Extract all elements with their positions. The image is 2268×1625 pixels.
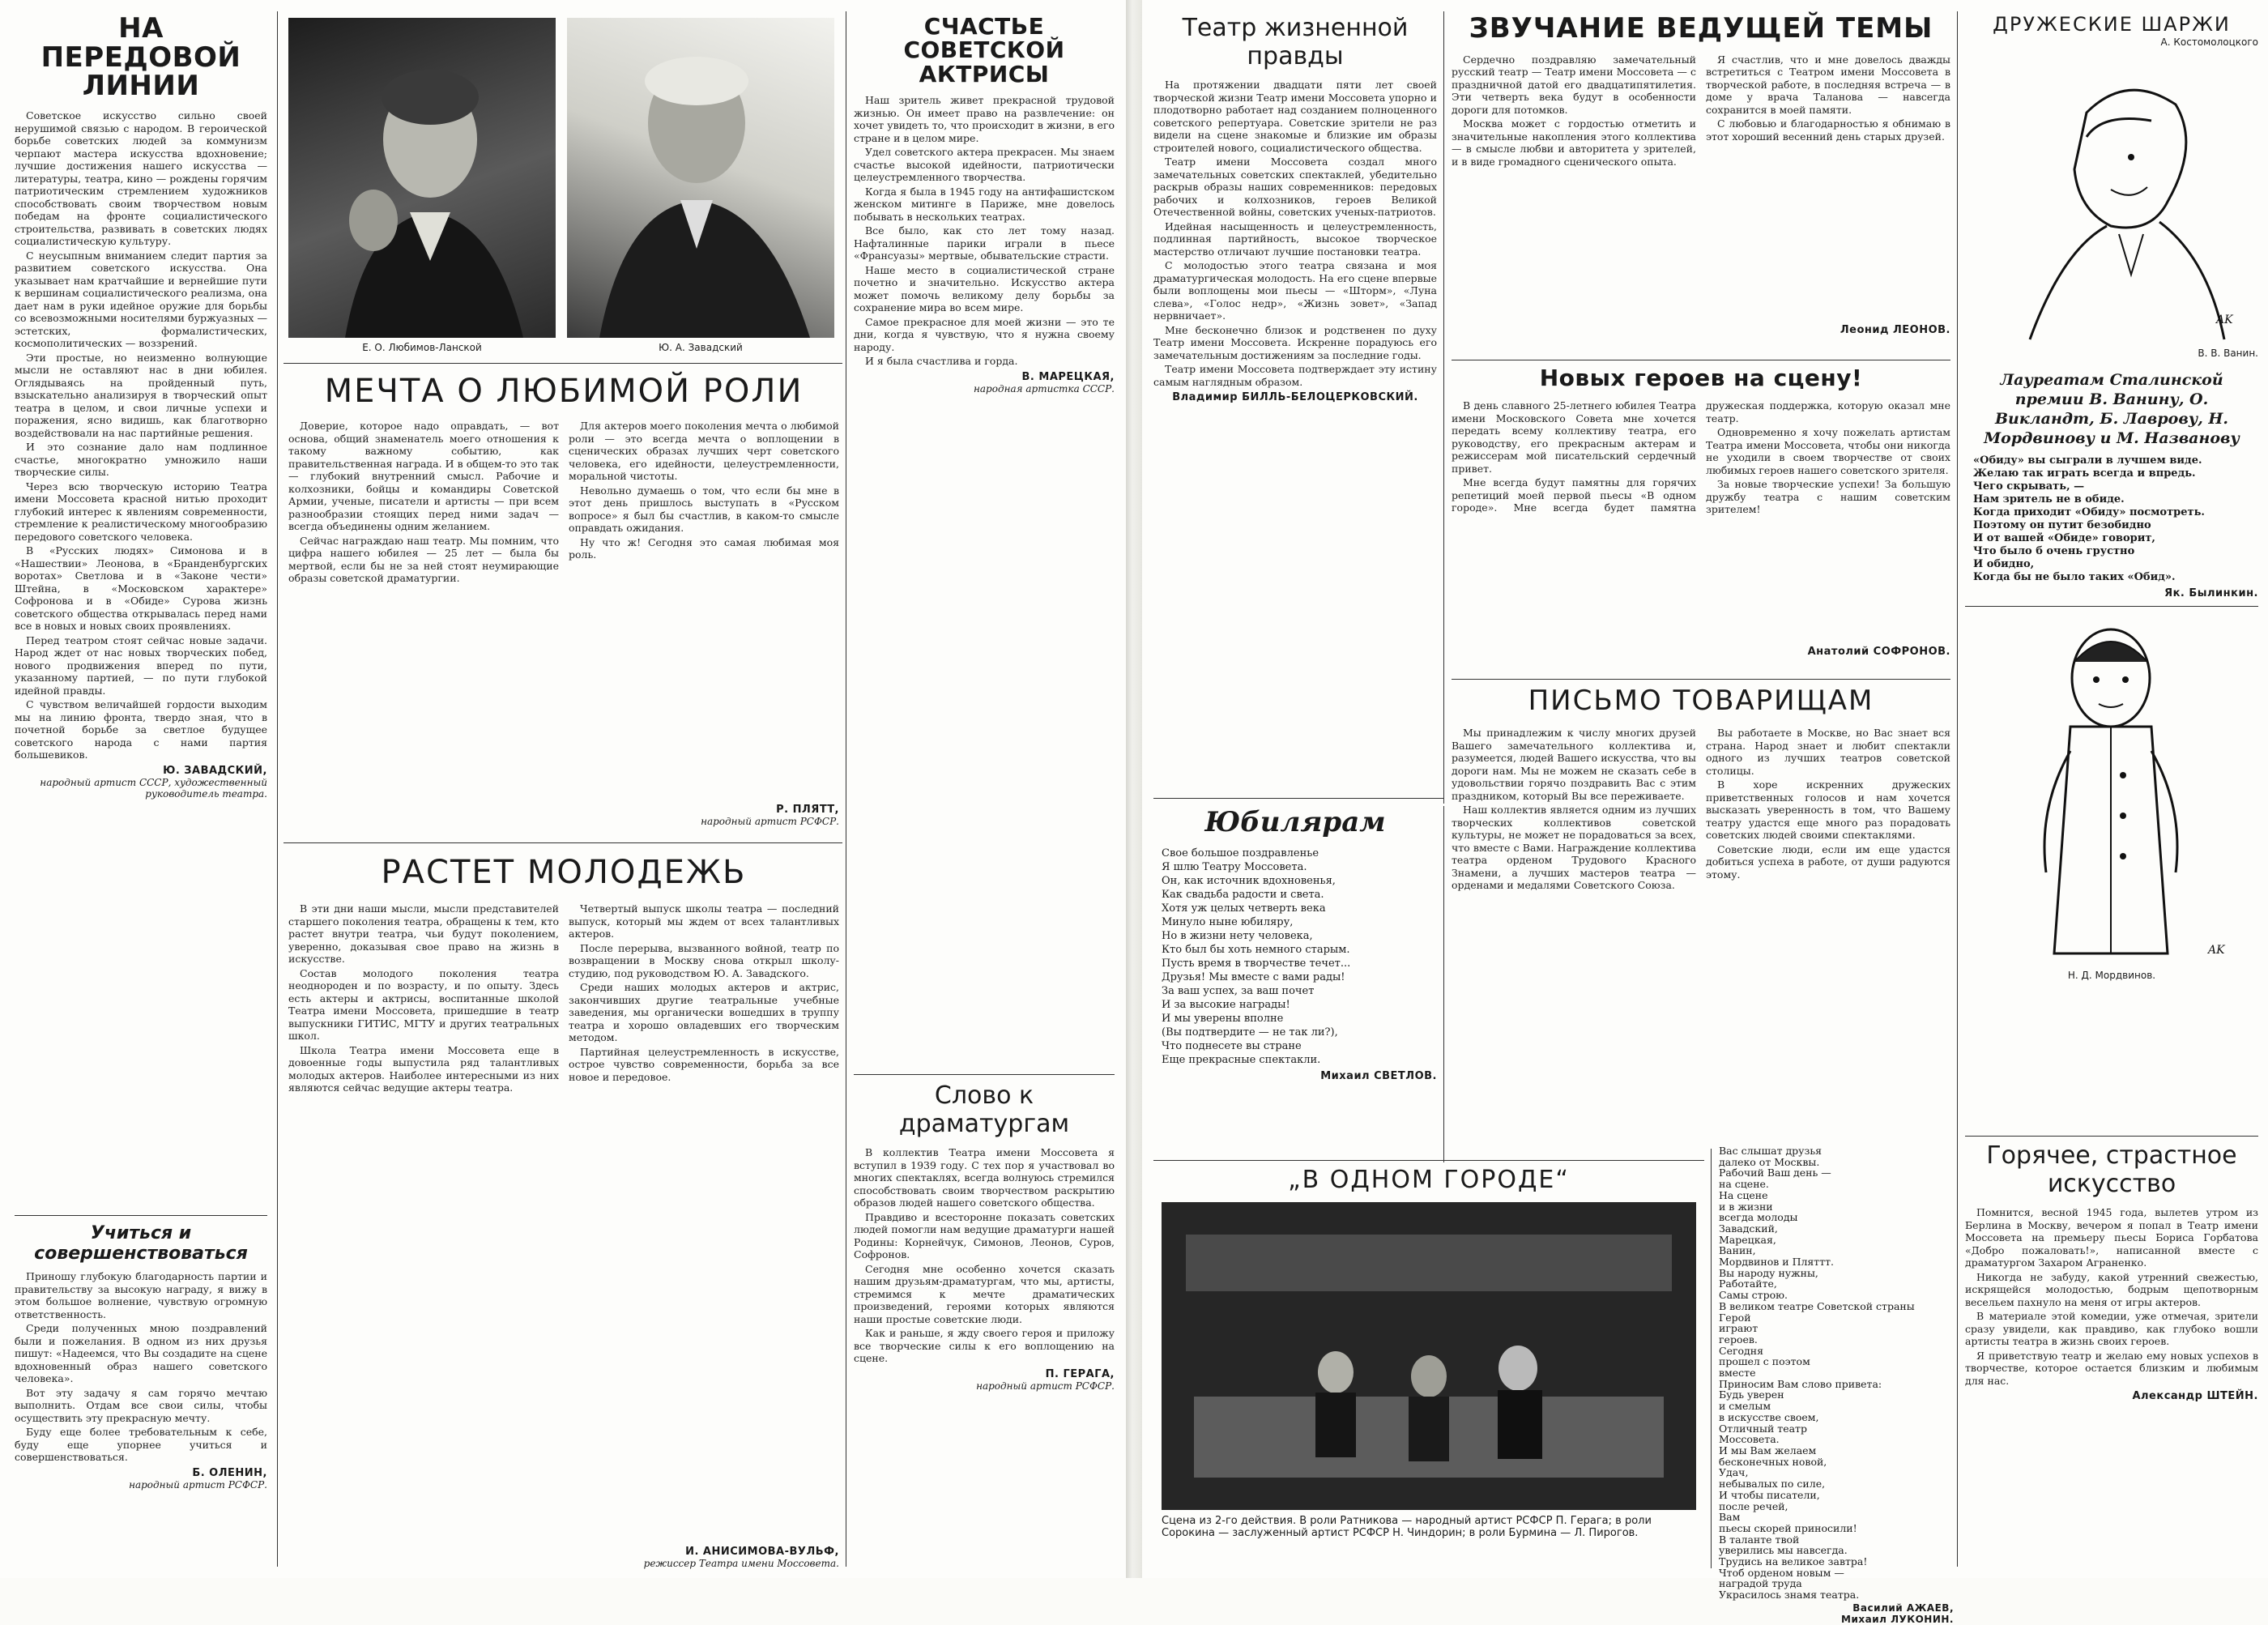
photo-caption: Е. О. Любимов-Ланской <box>362 342 482 353</box>
cartoon-author: А. Костомолоцкого <box>2160 36 2258 49</box>
signature: Р. ПЛЯТТ, <box>776 804 839 816</box>
divider <box>1965 1136 2258 1137</box>
paragraph: Одновременно я хочу пожелать артистам Театра имени Моссовета, чтобы они никогда не уходили в своем творчестве от своих любимых героев нашего советского зрителя. <box>1706 426 1950 476</box>
paragraph: В день славного 25-летнего юбилея Театра имени Московского Совета мне хочется передать всему коллективу театра, его руководству, его прекрасным актерам и режиссерам мой писательский сердечный привет. <box>1452 399 1696 475</box>
divider <box>854 1074 1115 1075</box>
caricature-drawing <box>1965 613 2258 970</box>
paragraph: Состав молодого поколения театра неоднороден и по возрасту, и по опыту. Здесь есть актеры и актрисы, воспитанные школой Театра имени Моссовета, пришедшие в театр выпускники ГИТИС, МГТУ и других театральных школ. <box>288 966 559 1042</box>
paragraph: В «Русских людях» Симонова и в «Нашествии» Леонова, в «Бранденбургских воротах» Светлова и в «Законе чести» Штейна, в «Московском характере» Софронова и в «Обиде» Сурова жизнь советского общества открывалась перед нами все в новых и новых своих проявлениях. <box>15 544 267 633</box>
article-front-line <box>15 12 267 1212</box>
paragraph: Через всю творческую историю Театра имени Моссовета красной нитью проходит глубокий интерес к явлениям современности, стремление к реалистическому многообразию передового советского человека. <box>15 480 267 543</box>
portrait-photo-zavadsky <box>567 18 834 338</box>
paragraph: За новые творческие успехи! За большую дружбу театра с нашим советским зрителем! <box>1706 478 1950 516</box>
newspaper-page-left <box>0 0 1126 1578</box>
paragraph: Среди наших молодых актеров и актрис, закончивших другие театральные учебные заведения, мы органически вошедших в труппу театра и хорошо овладевших его творческим методом. <box>569 981 839 1043</box>
photo-caption: Сцена из 2-го действия. В роли Ратникова — народный артист РСФСР П. Герага; в роли Сорокина — заслуженный артист РСФСР Н. Чиндорин; в роли Бурмина — Л. Пирогов. <box>1162 1515 1652 1539</box>
svg-text:AK: AK <box>2216 313 2233 327</box>
poem-greeting <box>1719 1145 1954 1625</box>
column-rule <box>277 11 278 1567</box>
signature: Михаил СВЕТЛОВ. <box>1320 1070 1437 1082</box>
column-rule <box>1443 11 1444 804</box>
portrait-photo-lyubimov-lanskoy <box>288 18 556 338</box>
article-theatre-truth <box>1153 15 1437 792</box>
paragraph: Как и раньше, я жду своего героя и приложу все творческие силы к его воплощению на сцене. <box>854 1327 1115 1364</box>
caricature-vanin <box>1965 48 2258 348</box>
section-title: ДРУЖЕСКИЕ ШАРЖИ <box>1993 13 2231 36</box>
verse-signature: Як. Былинкин. <box>2164 587 2258 600</box>
article-body <box>288 420 839 800</box>
laureates-dedication: Лауреатам Сталинской премии В. Ванину, О. Викландт, Б. Лаврову, Н. Мордвинову и М. Названову <box>1984 371 2240 448</box>
paragraph: Мне бесконечно близок и родственен по духу Театр имени Моссовета. Искренне порадуюсь его замечательным достижениям за последние годы. <box>1153 323 1437 361</box>
paragraph: Идейная насыщенность и целеустремленность, подлинная партийность, высокое творческое мастерство отличают лучшие постановки театра. <box>1153 220 1437 258</box>
signature: Владимир БИЛЛЬ-БЕЛОЦЕРКОВСКИЙ. <box>1172 391 1418 403</box>
signature: Ю. ЗАВАДСКИЙ, <box>163 764 267 777</box>
paragraph: Невольно думаешь о том, что если бы мне в этот день пришлось выступать в «Русском вопросе» я был бы счастлив, в каком-то смысле оправдать ожидания. <box>569 484 839 534</box>
paragraph: Помнится, весной 1945 года, вылетев утром из Берлина в Москву, вечером я попал в Театр имени Моссовета на премьеру пьесы Бориса Горбатова «Добро пожаловать!», написанной вместе с драматургом Захаром Аграненко. <box>1965 1206 2258 1269</box>
paragraph: Когда я была в 1945 году на антифашистском женском митинге в Париже, мне довелось побывать в нескольких театрах. <box>854 185 1115 223</box>
paragraph: Ну что ж! Сегодня это самая любимая моя роль. <box>569 535 839 561</box>
photo-title-block <box>1153 1167 1704 1199</box>
paragraph: Доверие, которое надо оправдать, — вот основа, общий знаменатель моего отношения к такому важному событию, как правительственная награда. И в общем-то это так — глубокий внутренний смысл. Рабочие и колхозники, бойцы и командиры Советской Армии, ученые, писатели и артисты — при всем разнообразии стоящих перед ними задач — всегда объединены одним желанием. <box>288 420 559 532</box>
article-word <box>854 1082 1115 1567</box>
paragraph: С неусыпным вниманием следит партия за развитием советского искусства. Она указывает нам кратчайшие и вернейшие пути к вершинам социалистического реализма, она дает нам в руки идейное оружие для борьбы со всевозможными носителями буржуазных — эстетских, формалистических, космополитических — воззрений. <box>15 249 267 350</box>
paragraph: Приношу глубокую благодарность партии и правительству за высокую награду, я вижу в этом большое волнение, чувствую огромную ответственность. <box>15 1270 267 1320</box>
paragraph: В материале этой комедии, уже отмечая, зрители сразу увидели, как правдиво, как глубоко вошли артисты театра в жизнь своих героев. <box>1965 1310 2258 1347</box>
paragraph: В коллектив Театра имени Моссовета я вступил в 1939 году. С тех пор я участвовал во многих спектаклях, всегда волнуюсь стремился способствовать своим творчеством раскрытию образов людей нашего советского общества. <box>854 1146 1115 1209</box>
signature: Александр ШТЕЙН. <box>2132 1390 2258 1402</box>
article-title: Театр жизненной правды <box>1182 14 1409 70</box>
article-body <box>854 94 1115 368</box>
article-body <box>1153 79 1437 388</box>
article-happiness <box>854 15 1115 1068</box>
paragraph: Я приветствую театр и желаю ему новых успехов в творчестве, которое остается близким и любимым для нас. <box>1965 1349 2258 1387</box>
paragraph: Наш коллектив является одним из лучших творческих коллективов советской культуры, не может не порадоваться за всех, что вместе с Вами. Награждение коллектива театра орденом Трудового Красного Знамени, а лучших мастеров театра — орденами и медалями Советского Союза. <box>1452 804 1696 892</box>
newspaper-page-right <box>1142 0 2268 1625</box>
paragraph: Удел советского актера прекрасен. Мы знаем счастье высокой идейности, патриотически целеустремленного творчества. <box>854 146 1115 184</box>
paragraph: Москва может с гордостью отметить и значительные накопления этого коллектива — в смысле любви и авторитета у зрителей, и в виде громадного сценического опыта. <box>1452 117 1696 168</box>
caricature-caption: В. В. Ванин. <box>2198 348 2258 360</box>
article-body <box>15 109 267 761</box>
signature-title: народный артист РСФСР. <box>976 1380 1115 1392</box>
paragraph: Театр имени Моссовета создал много замечательных советских спектаклей, убедительно раскрыв образы наших современников: передовых рабочих и колхозников, героев Великой Отечественной войны, советских ученых-патриотов. <box>1153 156 1437 218</box>
paragraph: Правдиво и всесторонне показать советских людей помогли нам ведущие драматурги нашей Родины: Корнейчук, Симонов, Леонов, Суров, Софронов. <box>854 1210 1115 1260</box>
signature: Анатолий СОФРОНОВ. <box>1807 646 1950 659</box>
cartoons-section <box>1965 15 2258 1132</box>
article-title: Слово к драматургам <box>898 1081 1070 1138</box>
article-body <box>1452 53 1950 321</box>
article-dream <box>288 373 839 834</box>
caricature-drawing <box>1965 48 2258 348</box>
divider <box>1452 679 1950 680</box>
signature: Василий АЖАЕВ, Михаил ЛУКОНИН. <box>1841 1602 1954 1625</box>
paragraph: Буду еще более требовательным к себе, буду еще упорнее учиться и совершенствоваться. <box>15 1426 267 1463</box>
poem-title: Юбилярам <box>1204 806 1386 838</box>
photo-caption: Ю. А. Завадский <box>659 342 743 353</box>
signature-title: народный артист РСФСР. <box>129 1478 267 1491</box>
signature-title: народный артист РСФСР. <box>701 816 839 827</box>
paragraph: Сердечно поздравляю замечательный русский театр — Театр имени Моссовета — с праздничной датой его двадцатипятилетия. Эти четверть века будут в особенности дороги для потомков. <box>1452 53 1696 116</box>
divider <box>1153 1160 1704 1161</box>
divider <box>1965 606 2258 607</box>
divider <box>15 1215 267 1216</box>
paragraph: Школа Театра имени Моссовета еще в довоенные годы выпустила ряд талантливых молодых актеров. Наиболее интересными из них являются сейчас ведущие актеры театра. <box>288 1043 559 1094</box>
column-rule <box>1711 1149 1712 1568</box>
paragraph: Вы работаете в Москве, но Вас знает вся страна. Народ знает и любит спектакли одного из лучших театров советской столицы. <box>1706 727 1950 777</box>
paragraph: Эти простые, но неизменно волнующие мысли не оставляют нас в дни юбилея. Оглядываясь на пройденный путь, взыскательно анализируя в творческий опыт театра в целом, и свои личные успехи и поражения, ясно видишь, как благотворно воздействовали на нас партийные решения. <box>15 351 267 439</box>
signature: П. ГЕРАГА, <box>1045 1367 1115 1380</box>
portrait-illustration <box>567 18 834 338</box>
paragraph: Сейчас награждаю наш театр. Мы помним, что цифра нашего юбилея — 25 лет — была бы мертвой, если бы не за ней стоят неумирающие образы советской драматургии. <box>288 534 559 584</box>
article-body <box>1452 399 1950 642</box>
article-title: МЕЧТА О ЛЮБИМОЙ РОЛИ <box>324 373 804 410</box>
paragraph: И это сознание дало нам подлинное счастье, многократно умножило наши творческие силы. <box>15 441 267 479</box>
poem-text: Свое большое поздравленье Я шлю Театру Моссовета. Он, как источник вдохновенья, Как свадьба радости и света. Хотя уж целых четверть века Минуло ныне юбиляру, Но в жизни нету человека, Кто был бы хоть немного старым. Пусть время в творчестве течет... Друзья! Мы вместе с вами рады! За ваш успех, за ваш почет И за высокие награды! И мы уверены вполне (Вы подтвердите — не так ли?), Что поднесете вы стране Еще прекрасные спектакли. <box>1162 847 1351 1066</box>
paragraph: Никогда не забуду, какой утренний свежестью, искрящейся молодостью, бодрым щепотворным весельем пахнуло на меня от игры актеров. <box>1965 1270 2258 1308</box>
divider <box>284 842 842 843</box>
article-body <box>1452 727 1950 1124</box>
signature: И. АНИСИМОВА-ВУЛЬФ, <box>685 1546 839 1558</box>
article-body <box>1965 1206 2258 1387</box>
paragraph: Перед театром стоят сейчас новые задачи. Народ ждет от нас новых творческих побед, нового продвижения вперед по пути, указанному партией, — по пути глубокой идейной правды. <box>15 633 267 697</box>
paragraph: Наше место в социалистической стране почетно и значительно. Искусство актера может помочь великому делу борьбы за сохранение мира во всем мире. <box>854 263 1115 314</box>
poem-text: Вас слышат друзья далеко от Москвы. Рабочий Ваш день — на сцене. На сцене и в жизни всегда молоды Завадский, Марецкая, Ванин, Мордвинов и Пляттт. Вы народу нужны, Работайте, Самы строю. В великом театре Советской страны Герой играют героев. Сегодня прошел с поэтом вместе Приносим Вам слово привета: Будь уверен и смелым в искусстве своем, Отличный театр Моссовета. И мы Вам желаем бесконечных новой, Удач, небывалых по силе, И чтобы писатели, после речей, Вам пьесы скорей приносили! В таланте твой уверились мы навсегда. Трудись на великое завтра! Чтоб орденом новым — наградой труда Украсилось знамя театра. <box>1719 1145 1915 1602</box>
article-body <box>15 1270 267 1464</box>
divider <box>284 363 842 364</box>
caricature-caption: Н. Д. Мордвинов. <box>2067 970 2156 982</box>
paragraph: Четвертый выпуск школы театра — последний выпуск, который мы ждем от всех талантливых актеров. <box>569 902 839 940</box>
column-rule <box>1957 11 1958 1567</box>
paragraph: Самое прекрасное для моей жизни — это те дни, когда я чувствую, что я нужна своему народу. <box>854 315 1115 353</box>
paragraph: Я счастлив, что и мне довелось дважды встретиться с Театром имени Моссовета в творческой работе, в последняя встреча — в доме у врача Таланова — навсегда сохранится в моей памяти. <box>1706 53 1950 116</box>
portrait-illustration <box>288 18 556 338</box>
scene-illustration <box>1162 1202 1696 1510</box>
paragraph: Мы принадлежим к числу многих друзей Вашего замечательного коллектива и, разумеется, людей Вашего искусства, что вы дороги нам. Мы не можем не сказать себе в удовольствии горячо поздравить Вас с этим праздником, который Вы все переживаете. <box>1452 727 1696 802</box>
photo-title: „В ОДНОМ ГОРОДЕ“ <box>1288 1166 1570 1194</box>
signature: Б. ОЛЕНИН, <box>192 1466 267 1479</box>
signature-title: режиссер Театра имени Моссовета. <box>643 1558 839 1569</box>
signature-title: народный артист СССР, художественный руководитель театра. <box>40 776 267 800</box>
paragraph: Для актеров моего поколения мечта о любимой роли — это всегда мечта о воплощении в сценических образах лучших черт советского человека, его идейности, целеустремленности, моральной чистоты. <box>569 420 839 482</box>
paragraph: Театр имени Моссовета подтверждает эту истину самым наглядным образом. <box>1153 363 1437 388</box>
article-youth <box>288 854 839 1567</box>
paragraph: В эти дни наши мысли, мысли представителей старшего поколения театра, обращены к тем, кто растет внутри театра, чьи будут поколением, уверенно, доказывая свое право на жизнь в искусстве. <box>288 902 559 965</box>
caricature-mordvinov <box>1965 613 2258 970</box>
article-title: СЧАСТЬЕ СОВЕТСКОЙ АКТРИСЫ <box>903 13 1065 87</box>
column-rule <box>1443 806 1444 1162</box>
signature: В. МАРЕЦКАЯ, <box>1021 370 1115 383</box>
signature: Леонид ЛЕОНОВ. <box>1840 323 1950 336</box>
article-title: ЗВУЧАНИЕ ВЕДУЩЕЙ ТЕМЫ <box>1469 12 1933 45</box>
paragraph: С любовью и благодарностью я обнимаю в этот хороший весенний день старых друзей. <box>1706 117 1950 143</box>
paragraph: С молодостью этого театра связана и моя драматургическая молодость. На его сцене впервые были воплощены мои пьесы — «Шторм», «Луна слева», «Голос недр», «Жизнь зовет», «Запад нервничает». <box>1153 259 1437 322</box>
paragraph: На протяжении двадцати пяти лет своей творческой жизни Театр имени Моссовета упорно и плодотворно работает над созданием полноценного советского репертуара. Советские зрители не раз видели на сцене знакомые и близкие им образы строителей нового, социалистического общества. <box>1153 79 1437 154</box>
paragraph: После перерыва, вызванного войной, театр по возвращении в Москву снова открыл школу-студию, под руководством Ю. А. Завадского. <box>569 941 839 979</box>
paragraph: Сегодня мне особенно хочется сказать нашим друзьям-драматургам, что мы, артисты, стремимся к мечте драматических произведений, героями которых являются наши простые советские люди. <box>854 1262 1115 1325</box>
signature-title: народная артистка СССР. <box>974 382 1115 395</box>
article-leading-theme <box>1452 12 1950 355</box>
paragraph: Все было, как сто лет тому назад. Нафталинные парики играли в пьесе «Франсуазы» мертвые, обывательские страсти. <box>854 224 1115 262</box>
divider <box>1153 798 1443 799</box>
paragraph: Советское искусство сильно своей нерушимой связью с народом. В героической борьбе советских людей за коммунизм черпают мастера искусства вдохновение; лучшие достижения нашего искусства — литературы, театра, кино — рождены горячим патриотическим стремлением художников способствовать своим творчеством новым победам на фронте социалистического строительства, развивать в советских людях социалистическую культуру. <box>15 109 267 248</box>
article-title: ПИСЬМО ТОВАРИЩАМ <box>1528 685 1874 717</box>
paragraph: Вот эту задачу я сам горячо мечтаю выполнить. Отдам все свои силы, чтобы осуществить эту прекрасную мечту. <box>15 1386 267 1424</box>
article-title: РАСТЕТ МОЛОДЕЖЬ <box>381 854 747 891</box>
paragraph: В хоре искренних дружеских приветственных голосов и нам хочется высказать уверенность в том, что Вашему театру удастся еще много раз порадовать советских людей своими спектаклями. <box>1706 778 1950 842</box>
paragraph: Советские люди, если им еще удастся добиться успеха в работе, от души радуются этому. <box>1706 842 1950 881</box>
scene-photo <box>1162 1202 1696 1510</box>
paragraph: Среди полученных мною поздравлений были и пожелания. В одном из них друзья пишут: «Надеемся, что Вы создадите на сцене вдохновенный образ нашего советского человека». <box>15 1322 267 1384</box>
paragraph: Мне всегда будут памятны для горячих репетиций моей первой пьесы «В одном городе». Мне всегда будет памятна дружеская поддержка, которую оказал мне театр. <box>1452 399 1950 514</box>
article-body <box>854 1146 1115 1365</box>
paragraph: Наш зритель живет прекрасной трудовой жизнью. Он имеет право на развлечение: он хочет увидеть то, что происходит в жизни, в его стране и в целом мире. <box>854 94 1115 144</box>
svg-text:AK: AK <box>2208 944 2225 958</box>
article-title: Новых героев на сцену! <box>1539 365 1863 391</box>
article-new-heroes <box>1452 366 1950 674</box>
page-gutter <box>1126 0 1142 1578</box>
paragraph: С чувством величайшей гордости выходим мы на линию фронта, твердо зная, что в почетной борьбе за светлое будущее советского народа с нами партия большевиков. <box>15 698 267 761</box>
article-title: НА ПЕРЕДОВОЙ ЛИНИИ <box>40 12 241 103</box>
article-passionate-art <box>1965 1142 2258 1567</box>
paragraph: Партийная целеустремленность в искусстве, острое чувство современности, борьба за все новое и передовое. <box>569 1045 839 1083</box>
article-learn <box>15 1223 267 1567</box>
poem-jubilees <box>1153 806 1437 1154</box>
article-title: Учиться и совершенствоваться <box>34 1223 248 1264</box>
verse-text: «Обиду» вы сыграли в лучшем виде. Желаю так играть всегда и впредь. Чего скрывать, — Нам зритель не в обиде. Когда приходит «Обиду» посмотреть. Поэтому он путит безобидно И от вашей «Обиде» говорит, Что было б очень грустно И обидно, Когда бы не было таких «Обид». <box>1973 454 2205 584</box>
paragraph: И я была счастлива и горда. <box>865 355 1018 368</box>
article-body <box>288 902 839 1542</box>
article-title: Горячее, страстное искусство <box>1986 1141 2237 1198</box>
article-letter <box>1452 685 1950 1139</box>
